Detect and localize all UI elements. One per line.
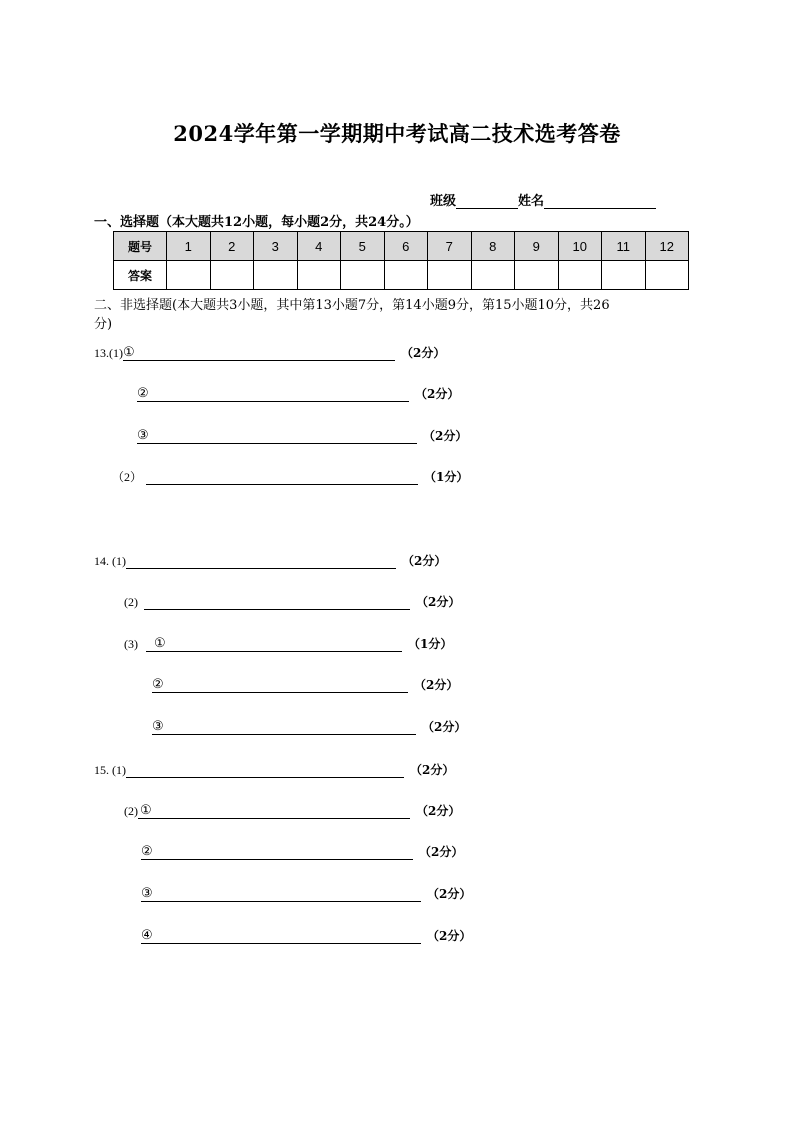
points-label: （2分）	[416, 804, 461, 818]
question-14-3-1	[124, 635, 452, 652]
question-14-3-3	[152, 718, 466, 735]
question-15-2-3	[141, 885, 471, 902]
points-label: （2分）	[427, 887, 472, 901]
question-number: 7	[428, 232, 472, 261]
question-13-1-1	[94, 344, 445, 361]
question-number: 8	[471, 232, 515, 261]
answer-cell[interactable]	[558, 261, 602, 290]
question-13-1-2	[137, 385, 459, 402]
question-14-3-2	[152, 676, 458, 693]
question-15-1	[94, 761, 454, 778]
question-prefix: (2)	[124, 595, 138, 609]
table-row	[114, 232, 689, 261]
answer-cell[interactable]	[471, 261, 515, 290]
answer-line[interactable]	[144, 593, 410, 610]
answer-cell[interactable]	[602, 261, 646, 290]
points-label: （2分）	[422, 720, 467, 734]
question-number: 1	[167, 232, 211, 261]
class-label: 班级	[430, 194, 457, 209]
points-label: （1分）	[424, 470, 469, 484]
points-label: （2分）	[416, 595, 461, 609]
question-prefix: 13.(1)	[94, 346, 123, 360]
question-14-1	[94, 552, 446, 569]
answer-line[interactable]	[126, 761, 404, 778]
answer-line[interactable]	[146, 468, 418, 485]
section1-heading: 一、选择题（本大题共12小题，每小题2分，共24分。）	[94, 215, 419, 230]
question-prefix: （2）	[112, 470, 143, 484]
answer-line[interactable]	[152, 676, 408, 693]
page-title: 2024学年第一学期期中考试高二技术选考答卷	[173, 121, 621, 146]
answer-line[interactable]	[137, 427, 417, 444]
answer-line[interactable]	[138, 802, 410, 819]
answer-cell[interactable]	[210, 261, 254, 290]
name-field[interactable]	[544, 194, 656, 209]
answer-line[interactable]	[152, 718, 416, 735]
question-15-2-4	[141, 927, 471, 944]
answer-cell[interactable]	[645, 261, 689, 290]
answer-cell[interactable]	[167, 261, 211, 290]
section2-heading-line2: 分)	[94, 317, 113, 332]
question-number: 11	[602, 232, 646, 261]
question-number: 9	[515, 232, 559, 261]
question-14-2	[124, 593, 460, 610]
points-label: （2分）	[423, 429, 468, 443]
question-number-label: 题号	[114, 232, 167, 261]
points-label: （2分）	[410, 763, 455, 777]
circle-number: ④	[141, 928, 153, 943]
circle-number: ①	[123, 345, 135, 360]
question-number: 4	[297, 232, 341, 261]
question-prefix: (2)	[124, 804, 138, 818]
circle-number: ②	[141, 844, 153, 859]
answer-cell[interactable]	[384, 261, 428, 290]
question-15-2-2	[141, 843, 463, 860]
question-number: 2	[210, 232, 254, 261]
class-field[interactable]	[456, 194, 518, 209]
circle-number: ①	[154, 636, 166, 651]
answer-cell[interactable]	[297, 261, 341, 290]
answer-line[interactable]	[141, 927, 421, 944]
question-number: 3	[254, 232, 298, 261]
answer-label: 答案	[114, 261, 167, 290]
answer-line[interactable]	[141, 843, 413, 860]
circle-number: ①	[140, 803, 152, 818]
circle-number: ③	[152, 719, 164, 734]
section2-heading-line1: 二、非选择题(本大题共3小题，其中第13小题7分，第14小题9分，第15小题10分，共26	[94, 298, 610, 313]
answer-line[interactable]	[137, 385, 409, 402]
circle-number: ②	[137, 386, 149, 401]
points-label: （2分）	[414, 678, 459, 692]
answer-line[interactable]	[141, 885, 421, 902]
table-row	[114, 261, 689, 290]
circle-number: ③	[141, 886, 153, 901]
question-prefix: 14. (1)	[94, 554, 126, 568]
points-label: （2分）	[402, 554, 447, 568]
question-15-2-1	[124, 802, 460, 819]
points-label: （2分）	[427, 929, 472, 943]
answer-line[interactable]	[126, 552, 396, 569]
answer-cell[interactable]	[515, 261, 559, 290]
question-number: 12	[645, 232, 689, 261]
question-prefix: 15. (1)	[94, 763, 126, 777]
question-prefix: (3)	[124, 637, 138, 651]
points-label: （2分）	[401, 346, 446, 360]
circle-number: ②	[152, 677, 164, 692]
answer-line[interactable]	[146, 635, 402, 652]
answer-table	[113, 231, 689, 290]
answer-line[interactable]	[123, 344, 395, 361]
answer-cell[interactable]	[428, 261, 472, 290]
answer-cell[interactable]	[341, 261, 385, 290]
question-number: 6	[384, 232, 428, 261]
circle-number: ③	[137, 428, 149, 443]
points-label: （2分）	[415, 387, 460, 401]
student-info	[430, 190, 656, 209]
name-label: 姓名	[518, 194, 545, 209]
answer-cell[interactable]	[254, 261, 298, 290]
points-label: （2分）	[419, 845, 464, 859]
points-label: （1分）	[408, 637, 453, 651]
question-13-2	[112, 468, 468, 485]
question-number: 10	[558, 232, 602, 261]
question-13-1-3	[137, 427, 467, 444]
question-number: 5	[341, 232, 385, 261]
